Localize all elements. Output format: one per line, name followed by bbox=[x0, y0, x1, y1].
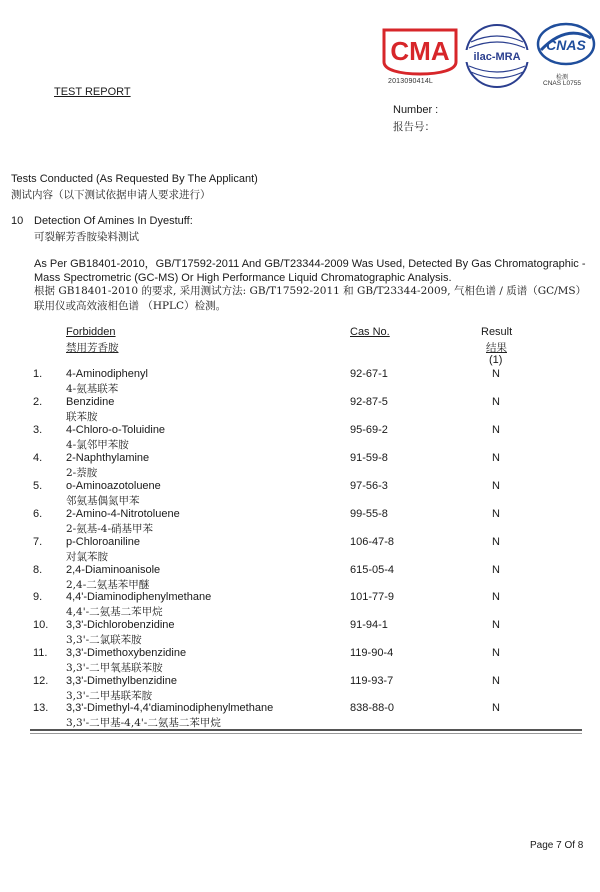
table-row bbox=[0, 396, 600, 424]
table-row bbox=[0, 508, 600, 536]
table-row bbox=[0, 424, 600, 452]
amine-name: p-Chloroaniline bbox=[66, 536, 140, 548]
result-value: N bbox=[492, 647, 500, 659]
amine-name-cn: 3,3'-二氯联苯胺 bbox=[66, 634, 142, 646]
result-value: N bbox=[492, 368, 500, 380]
table-row bbox=[0, 619, 600, 647]
cas-number: 615-05-4 bbox=[350, 564, 395, 576]
cas-number: 97-56-3 bbox=[350, 480, 388, 492]
result-value: N bbox=[492, 564, 500, 576]
result-value: N bbox=[492, 619, 500, 631]
cas-number: 838-88-0 bbox=[350, 702, 395, 714]
cas-number: 92-87-5 bbox=[350, 396, 388, 408]
table-row bbox=[0, 452, 600, 480]
table-row bbox=[0, 591, 600, 619]
cas-number: 92-67-1 bbox=[350, 368, 388, 380]
amine-name-cn: 4-氯邻甲苯胺 bbox=[66, 439, 129, 451]
amine-name: 2-Naphthylamine bbox=[66, 452, 150, 464]
cas-number: 119-93-7 bbox=[350, 675, 394, 687]
section-number: 10 bbox=[11, 215, 24, 227]
amine-name-cn: 邻氨基偶氮甲苯 bbox=[66, 495, 140, 507]
cnas-number: CNAS L0755 bbox=[543, 80, 581, 87]
number-label: Number : bbox=[393, 104, 439, 116]
row-number: 5. bbox=[33, 480, 43, 492]
ilac-mra-logo bbox=[463, 22, 531, 90]
amine-name-cn: 2,4-二氨基苯甲醚 bbox=[66, 579, 150, 591]
amine-name-cn: 4-氨基联苯 bbox=[66, 383, 119, 395]
method-text-cn: 根据 GB18401-2010 的要求, 采用测试方法: GB/T17592-2011 和 GB/T23344-2009, 气相色谱 / 质谱（GC/MS）联用仪或高效液相色谱 （HPLC）检测。 bbox=[34, 285, 581, 312]
amine-name: Benzidine bbox=[66, 396, 115, 408]
table-row bbox=[0, 536, 600, 564]
amine-name: 3,3'-Dichlorobenzidine bbox=[66, 619, 175, 631]
header-result-note: (1) bbox=[489, 354, 503, 366]
cas-number: 101-77-9 bbox=[350, 591, 395, 603]
report-title: TEST REPORT bbox=[54, 86, 131, 98]
amine-name-cn: 3,3'-二甲基-4,4'-二氨基二苯甲烷 bbox=[66, 717, 221, 729]
result-value: N bbox=[492, 536, 500, 548]
cnas-logo-text: CNAS bbox=[546, 37, 586, 53]
result-value: N bbox=[492, 480, 500, 492]
row-number: 3. bbox=[33, 424, 43, 436]
cas-number: 106-47-8 bbox=[350, 536, 395, 548]
table-row bbox=[0, 480, 600, 508]
row-number: 8. bbox=[33, 564, 43, 576]
cas-number: 91-94-1 bbox=[350, 619, 388, 631]
row-number: 12. bbox=[33, 675, 49, 687]
row-number: 2. bbox=[33, 396, 43, 408]
result-value: N bbox=[492, 396, 500, 408]
table-row bbox=[0, 702, 600, 730]
result-value: N bbox=[492, 508, 500, 520]
cnas-cn-label: 检测 bbox=[556, 74, 569, 81]
amine-name: 4,4'-Diaminodiphenylmethane bbox=[66, 591, 212, 603]
amine-name: 2,4-Diaminoanisole bbox=[66, 564, 161, 576]
amine-name: o-Aminoazotoluene bbox=[66, 480, 161, 492]
amine-name: 3,3'-Dimethyl-4,4'diaminodiphenylmethane bbox=[66, 702, 274, 714]
method-text: As Per GB18401-2010，GB/T17592-2011 And GB/T23344-2009 Was Used, Detected By Gas Chromatographic - Mass Spectrometric (GC-MS) Or High Performance Liquid Chromatographic Analysis. bbox=[34, 258, 586, 284]
tests-conducted-title: Tests Conducted (As Requested By The Applicant) bbox=[11, 173, 258, 185]
cma-logo-text: CMA bbox=[390, 36, 450, 66]
amine-name-cn: 联苯胺 bbox=[66, 411, 98, 423]
amine-name-cn: 3,3'-二甲氧基联苯胺 bbox=[66, 662, 163, 674]
number-label-cn: 报告号： bbox=[393, 121, 435, 133]
cnas-logo bbox=[535, 20, 597, 72]
amine-name-cn: 3,3'-二甲基联苯胺 bbox=[66, 690, 153, 702]
header-cas-no: Cas No. bbox=[350, 326, 390, 338]
cas-number: 119-90-4 bbox=[350, 647, 394, 659]
row-number: 11. bbox=[33, 647, 48, 659]
row-number: 6. bbox=[33, 508, 43, 520]
section-title-cn: 可裂解芳香胺染料测试 bbox=[34, 231, 139, 243]
row-number: 1. bbox=[33, 368, 43, 380]
row-number: 10. bbox=[33, 619, 49, 631]
page-number: Page 7 Of 8 bbox=[530, 840, 584, 851]
amine-name: 2-Amino-4-Nitrotoluene bbox=[66, 508, 180, 520]
header-forbidden-cn: 禁用芳香胺 bbox=[66, 342, 119, 354]
amine-name: 4-Aminodiphenyl bbox=[66, 368, 148, 380]
section-title: Detection Of Amines In Dyestuff: bbox=[34, 215, 193, 227]
amine-name-cn: 2-氨基-4-硝基甲苯 bbox=[66, 523, 154, 535]
table-bottom-rule bbox=[30, 729, 582, 731]
result-value: N bbox=[492, 591, 500, 603]
amine-name-cn: 4,4'-二氨基二苯甲烷 bbox=[66, 606, 163, 618]
cas-number: 95-69-2 bbox=[350, 424, 388, 436]
header-result: Result bbox=[481, 326, 513, 338]
result-value: N bbox=[492, 675, 500, 687]
amine-name: 3,3'-Dimethoxybenzidine bbox=[66, 647, 187, 659]
table-row bbox=[0, 675, 600, 703]
amine-name-cn: 对氯苯胺 bbox=[66, 551, 108, 563]
amine-name-cn: 2-萘胺 bbox=[66, 467, 98, 479]
tests-conducted-title-cn: 测试内容（以下测试依据申请人要求进行） bbox=[11, 189, 211, 201]
table-row bbox=[0, 564, 600, 592]
table-row bbox=[0, 647, 600, 675]
table-bottom-rule-thin bbox=[30, 733, 582, 734]
header-forbidden: Forbidden bbox=[66, 326, 116, 338]
row-number: 9. bbox=[33, 591, 43, 603]
row-number: 7. bbox=[33, 536, 43, 548]
row-number: 13. bbox=[33, 702, 49, 714]
header-result-cn: 结果 bbox=[486, 342, 507, 354]
table-row bbox=[0, 368, 600, 396]
row-number: 4. bbox=[33, 452, 43, 464]
cma-number: 2013090414L bbox=[388, 78, 434, 85]
cas-number: 91-59-8 bbox=[350, 452, 388, 464]
amine-name: 3,3'-Dimethylbenzidine bbox=[66, 675, 177, 687]
amine-name: 4-Chloro-o-Toluidine bbox=[66, 424, 166, 436]
cma-logo bbox=[380, 26, 460, 78]
cas-number: 99-55-8 bbox=[350, 508, 388, 520]
result-value: N bbox=[492, 702, 500, 714]
result-value: N bbox=[492, 424, 500, 436]
result-value: N bbox=[492, 452, 500, 464]
ilac-logo-text: ilac-MRA bbox=[473, 51, 521, 63]
